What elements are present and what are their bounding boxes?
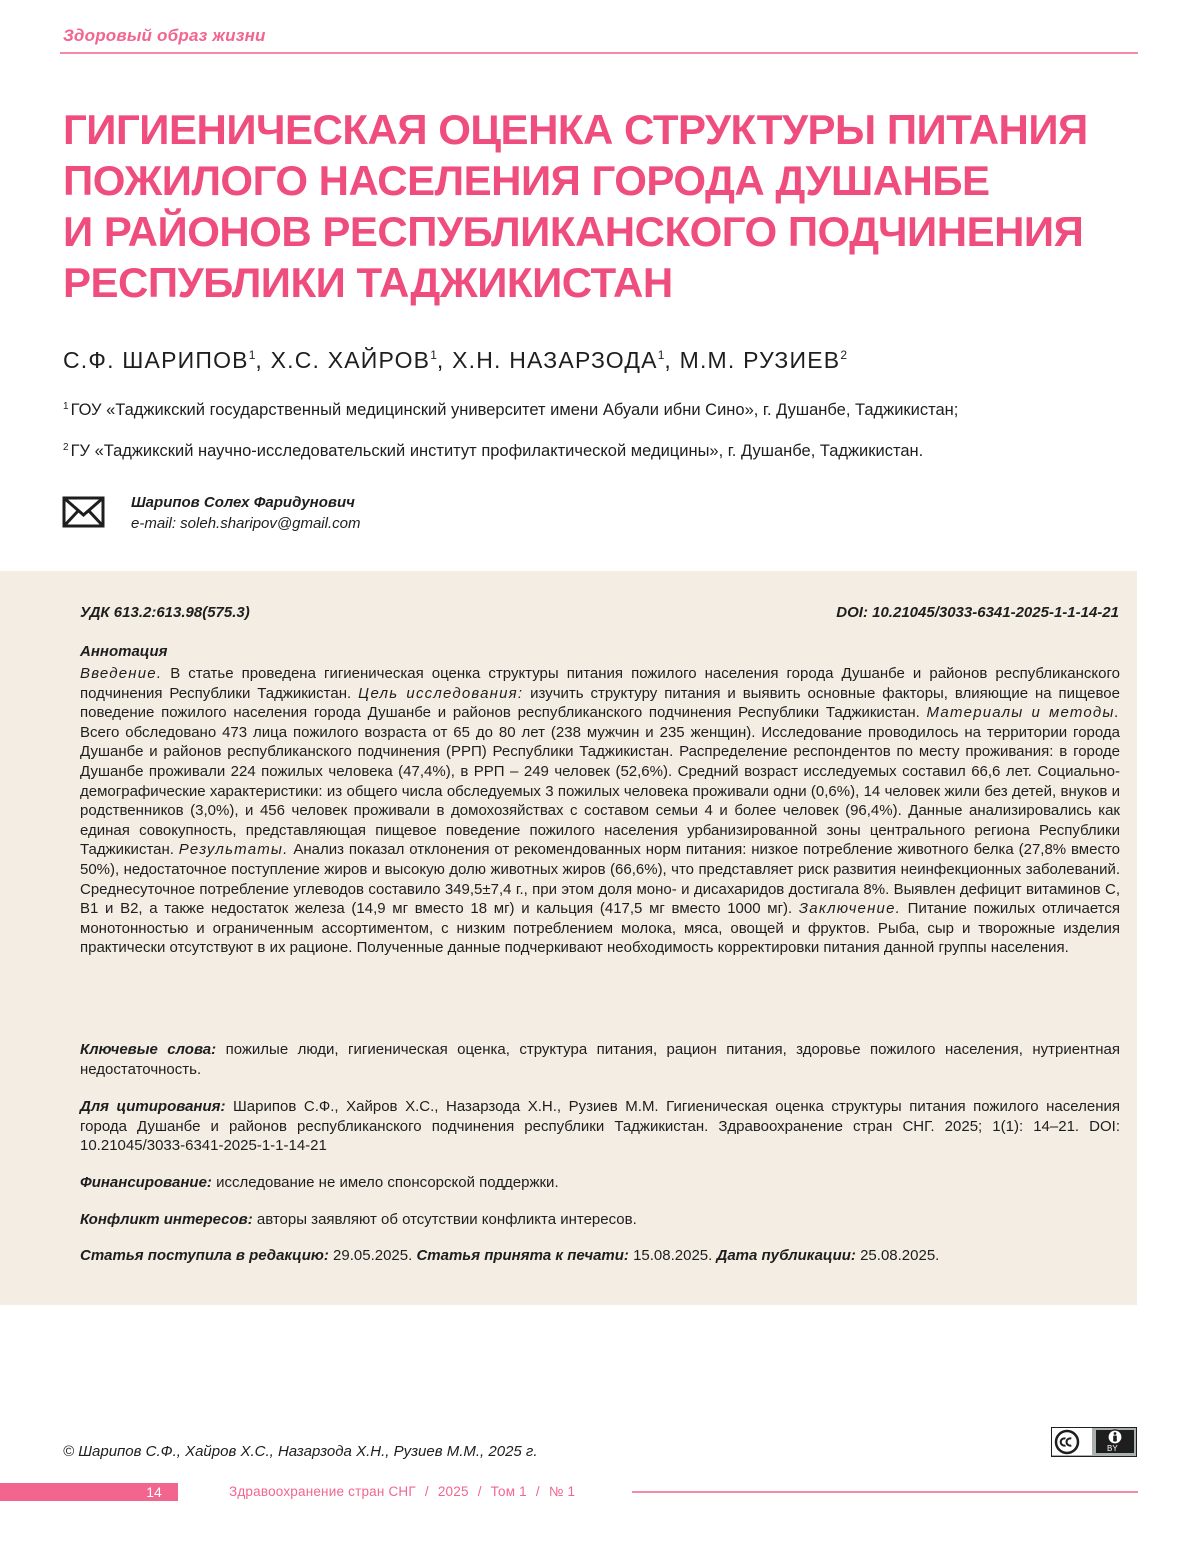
affiliation-number: 1 [63, 401, 69, 412]
author-name: С.Ф. ШАРИПОВ [63, 347, 249, 373]
abstract-results-label: Результаты. [178, 841, 289, 859]
received-label: Статья поступила в редакцию: [80, 1247, 329, 1264]
funding [80, 1173, 1120, 1193]
abstract-conclusion: Питание пожилых отличается монотонностью и ограниченным ассортиментом, с низким потреблением молока, мяса, овощей и фруктов. Рыба, сыр и творожные изделия практически отсутствуют в их рационе. Полученные данные подчеркивают необходимость корректировки питания данной группы населения. [80, 900, 1120, 957]
abstract-goal-label: Цель исследования: [358, 684, 524, 702]
author-separator: , [255, 347, 271, 373]
page-number: 14 [146, 1484, 162, 1500]
contact-email[interactable]: e-mail: soleh.sharipov@gmail.com [131, 515, 361, 532]
abstract-results: Анализ показал отклонения от рекомендованных норм питания: низкое потребление животного белка (27,8% вместо 50%), недостаточное поступление жиров и высокую долю животных жиров (66,6%), что представляет риск развития неинфекционных заболеваний. Среднесуточное потребление углеводов составило 349,5±7,4 г., при этом доля моно- и дисахаридов достигала 8%. Выявлен дефицит витаминов С, В1 и В2, а также недостаток железа (14,9 мг вместо 18 мг) и кальция (417,5 мг вместо 1000 мг). [80, 841, 1120, 918]
footer-year: 2025 [437, 1484, 469, 1499]
author-separator: , [664, 347, 680, 373]
affiliation-text: ГУ «Таджикский научно-исследовательский институт профилактической медицины», г. Душанбе, Таджикистан. [70, 442, 924, 460]
affiliation-1 [63, 401, 958, 420]
citation-text: Шарипов С.Ф., Хайров Х.С., Назарзода Х.Н., Рузиев М.М. Гигиеническая оценка структуры питания пожилого населения города Душанбе и районов республиканского подчинения республики Таджикистан. Здравоохранение стран СНГ. 2025; 1(1): 14–21. DOI: 10.21045/3033-6341-2025-1-1-14-21 [80, 1098, 1121, 1155]
author-list [63, 347, 847, 374]
license-by-text: BY [1107, 1444, 1118, 1453]
funding-label: Финансирование: [80, 1174, 212, 1191]
conflict-of-interest [80, 1210, 1120, 1230]
affiliation-number: 2 [63, 442, 69, 453]
doi-link[interactable]: DOI: 10.21045/3033-6341-2025-1-1-14-21 [836, 604, 1119, 621]
abstract-heading: Аннотация [80, 643, 168, 660]
received-date: 29.05.2025. [328, 1247, 417, 1264]
author-affiliation-mark: 1 [430, 348, 437, 362]
attribution-person-icon [1105, 1429, 1125, 1445]
keywords-text: пожилые люди, гигиеническая оценка, структура питания, рацион питания, здоровье пожилого населения, нутриентная недостаточность. [80, 1041, 1121, 1078]
envelope-icon [62, 496, 105, 528]
footer-journal-info [229, 1483, 575, 1501]
footer-separator: / [477, 1484, 482, 1499]
title-line: И РАЙОНОВ РЕСПУБЛИКАНСКОГО ПОДЧИНЕНИЯ [63, 208, 1084, 255]
published-date: 25.08.2025. [855, 1247, 940, 1264]
footer-rule [632, 1491, 1138, 1493]
conflict-text: авторы заявляют об отсутствии конфликта интересов. [252, 1211, 637, 1228]
abstract-conclusion-label: Заключение. [798, 900, 901, 918]
affiliation-text: ГОУ «Таджикский государственный медицинский университет имени Абуали ибни Сино», г. Душанбе, Таджикистан; [70, 401, 959, 419]
header-rule [60, 52, 1138, 54]
footer-separator: / [424, 1484, 429, 1499]
creative-commons-icon [1054, 1429, 1080, 1455]
article-dates [80, 1246, 1120, 1266]
cc-by-license-icon[interactable] [1051, 1427, 1137, 1457]
affiliation-2 [63, 442, 923, 461]
contact-author-name: Шарипов Солех Фаридунович [131, 494, 355, 511]
citation [80, 1097, 1120, 1156]
author-affiliation-mark: 2 [840, 348, 848, 362]
accepted-date: 15.08.2025. [628, 1247, 717, 1264]
title-line: РЕСПУБЛИКИ ТАДЖИКИСТАН [63, 259, 673, 306]
author-name: М.М. РУЗИЕВ [679, 347, 841, 373]
author-name: Х.Н. НАЗАРЗОДА [452, 347, 658, 373]
udk-code: УДК 613.2:613.98(575.3) [80, 604, 250, 621]
abstract-intro: В статье проведена гигиеническая оценка структуры питания пожилого населения города Душанбе и районов республиканского подчинения Республики Таджикистан. [80, 665, 1120, 702]
keywords-label: Ключевые слова: [80, 1041, 217, 1058]
title-line: ГИГИЕНИЧЕСКАЯ ОЦЕНКА СТРУКТУРЫ ПИТАНИЯ [63, 106, 1088, 153]
abstract-methods-label: Материалы и методы. [926, 704, 1120, 722]
footer-journal-name: Здравоохранение стран СНГ [229, 1484, 416, 1499]
accepted-label: Статья принята к печати: [416, 1247, 629, 1264]
abstract-text [80, 664, 1120, 958]
author-affiliation-mark: 1 [657, 348, 665, 362]
section-label: Здоровый образ жизни [63, 26, 266, 45]
abstract-goal: изучить структуру питания и выявить основные факторы, влияющие на пищевое поведение пожилого населения города Душанбе и районов республиканского подчинения Республики Таджикистан. [80, 684, 1120, 722]
abstract-intro-label: Введение. [80, 665, 163, 682]
title-line: ПОЖИЛОГО НАСЕЛЕНИЯ ГОРОДА ДУШАНБЕ [63, 157, 990, 204]
article-title [63, 104, 1143, 308]
author-name: Х.С. ХАЙРОВ [270, 347, 431, 373]
abstract-methods: Всего обследовано 473 лица пожилого возраста от 65 до 80 лет (238 мужчин и 235 женщин). Исследование проводилось на территории города Душанбе и районов республиканского подчинения (РРП) Республики Таджикистан. Распределение респондентов по месту проживания: в городе Душанбе проживали 224 пожилых человека (47,4%), в РРП – 249 человек (52,6%). Средний возраст исследуемых составил 66,6 лет. Социально-демографические характеристики: из общего числа обследуемых 3 пожилых человека проживали одни (0,6%), 14 человек жили без детей, внуков и родственников (3,0%), и 456 человек проживали в домохозяйствах с составом семьи 4 и более человек (96,4%). Данные анализировались как единая совокупность, представляющая пищевое поведение пожилого населения урбанизированной зоны центрального региона Республики Таджикистан. [80, 723, 1120, 859]
funding-text: исследование не имело спонсорской поддержки. [211, 1174, 559, 1191]
footer-issue: № 1 [548, 1484, 576, 1499]
author-affiliation-mark: 1 [248, 348, 256, 362]
footer-separator: / [535, 1484, 540, 1499]
citation-label: Для цитирования: [80, 1098, 226, 1115]
copyright-notice: © Шарипов С.Ф., Хайров Х.С., Назарзода Х.Н., Рузиев М.М., 2025 г. [63, 1443, 538, 1460]
keywords [80, 1040, 1120, 1079]
footer-volume: Том 1 [490, 1484, 527, 1499]
author-separator: , [436, 347, 453, 373]
conflict-label: Конфликт интересов: [80, 1211, 253, 1228]
published-label: Дата публикации: [716, 1247, 856, 1264]
